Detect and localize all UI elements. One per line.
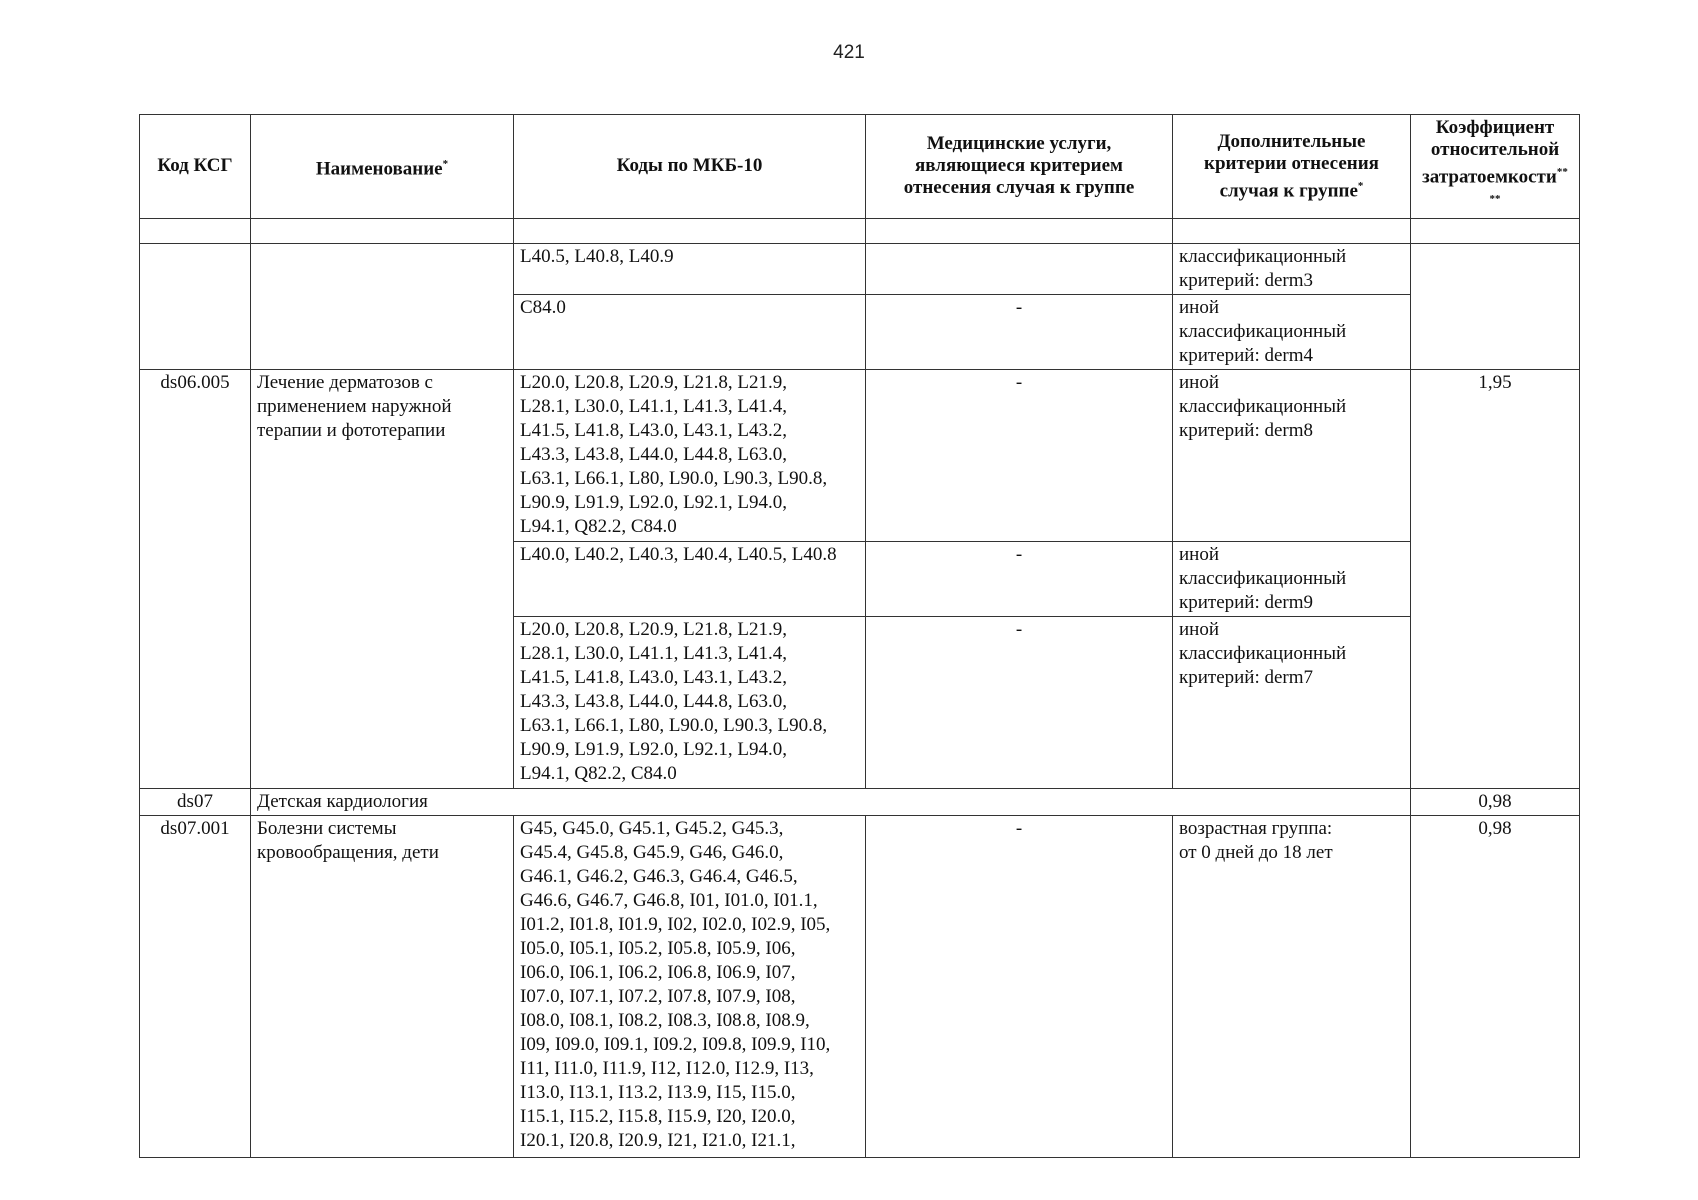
ksg-code: ds07.001 <box>140 815 251 1157</box>
footnote-mark: * <box>1357 179 1364 192</box>
ksg-name: Болезни системы кровообращения, дети <box>251 815 514 1157</box>
service-cell <box>866 243 1173 294</box>
service-cell: - <box>866 815 1173 1157</box>
page-number: 421 <box>833 42 865 63</box>
criteria-cell: иной классификационный критерий: derm9 <box>1173 541 1411 616</box>
ksg-name: Лечение дерматозов с применением наружной терапии и фототерапии <box>251 369 514 788</box>
section-name: Детская кардиология <box>251 788 1411 815</box>
criteria-cell: классификационный критерий: derm3 <box>1173 243 1411 294</box>
header-icd-codes: Коды по МКБ-10 <box>514 115 866 219</box>
coef-value: 1,95 <box>1411 369 1580 788</box>
service-cell: - <box>866 294 1173 369</box>
icd-cell: L40.5, L40.8, L40.9 <box>514 243 866 294</box>
header-medical-services: Медицинские услуги, являющиеся критерием отнесения случая к группе <box>866 115 1173 219</box>
table-row <box>140 369 1580 541</box>
coef-cell <box>1411 243 1580 369</box>
criteria-cell: возрастная группа: от 0 дней до 18 лет <box>1173 815 1411 1157</box>
section-row <box>140 788 1580 815</box>
icd-cell: L20.0, L20.8, L20.9, L21.8, L21.9, L28.1, L30.0, L41.1, L41.3, L41.4, L41.5, L41.8, L43.0, L43.1, L43.2, L43.3, L43.8, L44.0, L44.8, L63.0, L63.1, L66.1, L80, L90.0, L90.3, L90.8, L90.9, L91.9, L92.0, L92.1, L94.0, L94.1, Q82.2, C84.0 <box>514 616 866 788</box>
header-additional-criteria: Дополнительные критерии отнесения случая к группе* <box>1173 115 1411 219</box>
criteria-cell: иной классификационный критерий: derm8 <box>1173 369 1411 541</box>
coef-value: 0,98 <box>1411 815 1580 1157</box>
ksg-table <box>139 114 1580 1158</box>
ksg-code: ds06.005 <box>140 369 251 788</box>
footnote-mark: ** <box>1556 166 1568 178</box>
code-cell <box>140 243 251 369</box>
service-cell: - <box>866 616 1173 788</box>
criteria-cell: иной классификационный критерий: derm7 <box>1173 616 1411 788</box>
section-code: ds07 <box>140 788 251 815</box>
table-row <box>140 815 1580 1157</box>
icd-cell: L20.0, L20.8, L20.9, L21.8, L21.9, L28.1, L30.0, L41.1, L41.3, L41.4, L41.5, L41.8, L43.0, L43.1, L43.2, L43.3, L43.8, L44.0, L44.8, L63.0, L63.1, L66.1, L80, L90.0, L90.3, L90.8, L90.9, L91.9, L92.0, L92.1, L94.0, L94.1, Q82.2, C84.0 <box>514 369 866 541</box>
header-name: Наименование* <box>251 115 514 219</box>
icd-codes-text: G45, G45.0, G45.1, G45.2, G45.3, G45.4, G45.8, G45.9, G46, G46.0, G46.1, G46.2, G46.3, G46.4, G46.5, G46.6, G46.7, G46.8, I01, I01.0, I01.1, I01.2, I01.8, I01.9, I02, I02.0, I02.9, I05, I05.0, I05.1, I05.2, I05.8, I05.9, I06, I06.0, I06.1, I06.2, I06.8, I06.9, I07, I07.0, I07.1, I07.2, I07.8, I07.9, I08, I08.0, I08.1, I08.2, I08.3, I08.8, I08.9, I09, I09.0, I09.1, I09.2, I09.8, I09.9, I10, I11, I11.0, I11.9, I12, I12.0, I12.9, I13, I13.0, I13.1, I13.2, I13.9, I15, I15.0, I15.1, I15.2, I15.8, I15.9, I20, I20.0, I20.1, I20.8, I20.9, I21, I21.0, I21.1, <box>520 817 831 1151</box>
icd-cell: C84.0 <box>514 294 866 369</box>
footnote-mark: ** <box>1489 193 1501 206</box>
header-coefficient: Коэффициент относительной затратоемкости** ** <box>1411 115 1580 219</box>
table-header-row <box>140 115 1580 219</box>
criteria-cell: иной классификационный критерий: derm4 <box>1173 294 1411 369</box>
icd-cell <box>514 815 866 1157</box>
section-coef: 0,98 <box>1411 788 1580 815</box>
header-code: Код КСГ <box>140 115 251 219</box>
icd-cell: L40.0, L40.2, L40.3, L40.4, L40.5, L40.8 <box>514 541 866 616</box>
service-cell: - <box>866 541 1173 616</box>
footnote-mark: * <box>442 157 449 170</box>
table-row <box>140 243 1580 294</box>
spacer-row <box>140 218 1580 243</box>
service-cell: - <box>866 369 1173 541</box>
name-cell <box>251 243 514 369</box>
